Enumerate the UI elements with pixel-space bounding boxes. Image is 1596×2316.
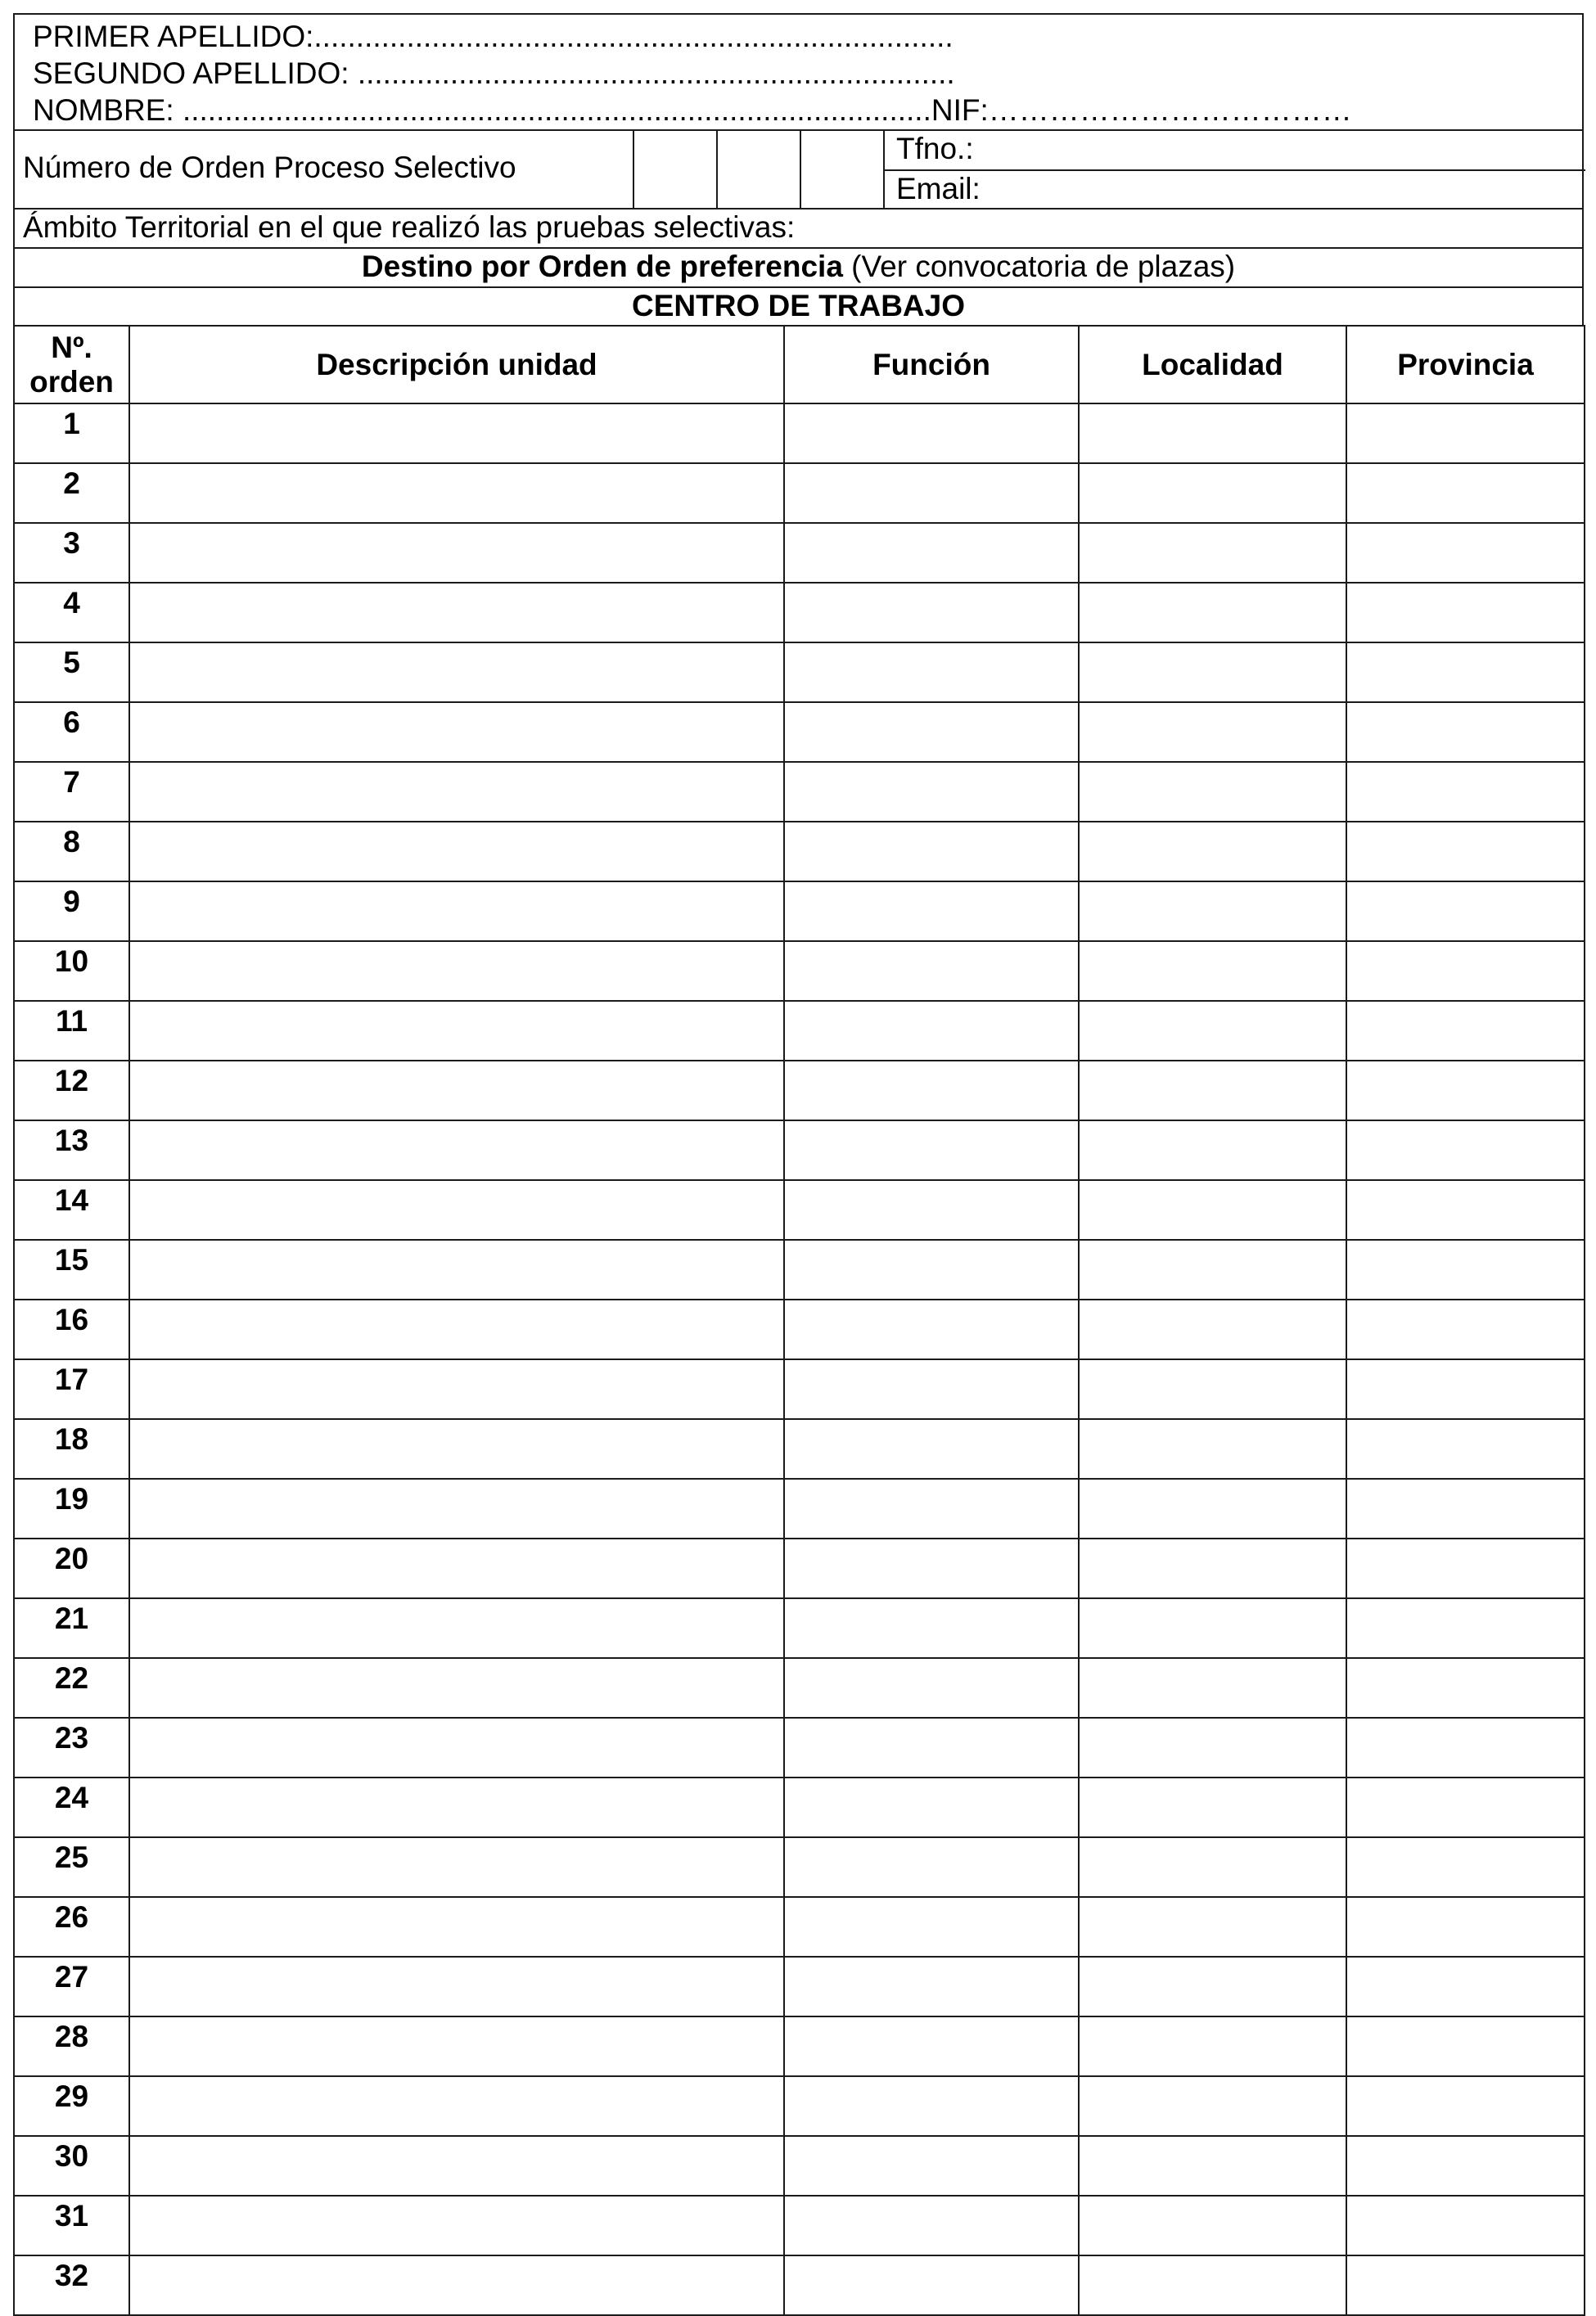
funcion-cell[interactable] bbox=[784, 881, 1079, 941]
funcion-cell[interactable] bbox=[784, 403, 1079, 463]
descripcion-cell[interactable] bbox=[129, 403, 784, 463]
funcion-cell[interactable] bbox=[784, 2016, 1079, 2076]
row-number: 24 bbox=[14, 1778, 129, 1837]
email-label: Email: bbox=[896, 172, 981, 205]
provincia-cell[interactable] bbox=[1346, 642, 1585, 702]
provincia-cell[interactable] bbox=[1346, 2136, 1585, 2196]
descripcion-cell[interactable] bbox=[129, 1120, 784, 1180]
provincia-cell[interactable] bbox=[1346, 1061, 1585, 1120]
row-number: 12 bbox=[14, 1061, 129, 1120]
funcion-cell[interactable] bbox=[784, 1061, 1079, 1120]
descripcion-cell[interactable] bbox=[129, 1300, 784, 1359]
table-row bbox=[14, 822, 1585, 881]
table-row bbox=[14, 941, 1585, 1001]
descripcion-cell[interactable] bbox=[129, 1837, 784, 1897]
application-form bbox=[13, 13, 1584, 2292]
funcion-cell[interactable] bbox=[784, 523, 1079, 583]
descripcion-cell[interactable] bbox=[129, 881, 784, 941]
row-number: 11 bbox=[14, 1001, 129, 1061]
provincia-cell[interactable] bbox=[1346, 1718, 1585, 1778]
localidad-cell[interactable] bbox=[1079, 702, 1346, 762]
ambito-field[interactable] bbox=[13, 208, 1584, 247]
table-row bbox=[14, 1598, 1585, 1658]
provincia-cell[interactable] bbox=[1346, 1180, 1585, 1240]
localidad-cell[interactable] bbox=[1079, 1658, 1346, 1718]
descripcion-cell[interactable] bbox=[129, 762, 784, 822]
row-number: 20 bbox=[14, 1539, 129, 1598]
localidad-cell[interactable] bbox=[1079, 1539, 1346, 1598]
table-row bbox=[14, 1479, 1585, 1539]
funcion-cell[interactable] bbox=[784, 2076, 1079, 2136]
row-number: 31 bbox=[14, 2196, 129, 2255]
destino-title: Destino por Orden de preferencia bbox=[361, 250, 843, 283]
provincia-cell[interactable] bbox=[1346, 1837, 1585, 1897]
localidad-cell[interactable] bbox=[1079, 1001, 1346, 1061]
row-number: 6 bbox=[14, 702, 129, 762]
provincia-cell[interactable] bbox=[1346, 1897, 1585, 1957]
descripcion-cell[interactable] bbox=[129, 941, 784, 1001]
ambito-label: Ámbito Territorial en el que realizó las pruebas selectivas: bbox=[23, 210, 796, 244]
funcion-cell[interactable] bbox=[784, 1419, 1079, 1479]
localidad-cell[interactable] bbox=[1079, 2255, 1346, 2315]
provincia-cell[interactable] bbox=[1346, 941, 1585, 1001]
row-number: 5 bbox=[14, 642, 129, 702]
destino-note: (Ver convocatoria de plazas) bbox=[842, 250, 1236, 283]
funcion-cell[interactable] bbox=[784, 1658, 1079, 1718]
descripcion-cell[interactable] bbox=[129, 1061, 784, 1120]
funcion-cell[interactable] bbox=[784, 1180, 1079, 1240]
row-number: 32 bbox=[14, 2255, 129, 2315]
provincia-cell[interactable] bbox=[1346, 1598, 1585, 1658]
row-number: 4 bbox=[14, 583, 129, 642]
orden-digit-box-1[interactable] bbox=[633, 131, 718, 208]
funcion-cell[interactable] bbox=[784, 1897, 1079, 1957]
preferences-table bbox=[13, 325, 1585, 2316]
provincia-cell[interactable] bbox=[1346, 1120, 1585, 1180]
provincia-cell[interactable] bbox=[1346, 1300, 1585, 1359]
descripcion-cell[interactable] bbox=[129, 1479, 784, 1539]
localidad-cell[interactable] bbox=[1079, 1957, 1346, 2016]
localidad-cell[interactable] bbox=[1079, 2136, 1346, 2196]
localidad-cell[interactable] bbox=[1079, 1240, 1346, 1300]
row-number: 26 bbox=[14, 1897, 129, 1957]
localidad-cell[interactable] bbox=[1079, 1180, 1346, 1240]
provincia-cell[interactable] bbox=[1346, 1359, 1585, 1419]
row-number: 14 bbox=[14, 1180, 129, 1240]
table-row bbox=[14, 1778, 1585, 1837]
orden-digit-box-2[interactable] bbox=[716, 131, 801, 208]
funcion-cell[interactable] bbox=[784, 1001, 1079, 1061]
funcion-cell[interactable] bbox=[784, 1957, 1079, 2016]
descripcion-cell[interactable] bbox=[129, 463, 784, 523]
table-row bbox=[14, 2196, 1585, 2255]
provincia-cell[interactable] bbox=[1346, 1001, 1585, 1061]
provincia-cell[interactable] bbox=[1346, 1658, 1585, 1718]
table-row bbox=[14, 1001, 1585, 1061]
table-row bbox=[14, 1120, 1585, 1180]
column-header-funcion: Función bbox=[784, 326, 1079, 403]
descripcion-cell[interactable] bbox=[129, 702, 784, 762]
descripcion-cell[interactable] bbox=[129, 642, 784, 702]
table-row bbox=[14, 1300, 1585, 1359]
table-row bbox=[14, 583, 1585, 642]
identity-section bbox=[13, 13, 1584, 129]
funcion-cell[interactable] bbox=[784, 1359, 1079, 1419]
provincia-cell[interactable] bbox=[1346, 822, 1585, 881]
row-number: 16 bbox=[14, 1300, 129, 1359]
row-number: 30 bbox=[14, 2136, 129, 2196]
row-number: 1 bbox=[14, 403, 129, 463]
funcion-cell[interactable] bbox=[784, 583, 1079, 642]
table-row bbox=[14, 1897, 1585, 1957]
descripcion-cell[interactable] bbox=[129, 1957, 784, 2016]
localidad-cell[interactable] bbox=[1079, 1479, 1346, 1539]
row-number: 17 bbox=[14, 1359, 129, 1419]
provincia-cell[interactable] bbox=[1346, 1240, 1585, 1300]
localidad-cell[interactable] bbox=[1079, 2196, 1346, 2255]
provincia-cell[interactable] bbox=[1346, 2076, 1585, 2136]
descripcion-cell[interactable] bbox=[129, 583, 784, 642]
tfno-field[interactable] bbox=[885, 131, 1585, 169]
localidad-cell[interactable] bbox=[1079, 1300, 1346, 1359]
num-header-line1: Nº. bbox=[51, 330, 92, 364]
localidad-cell[interactable] bbox=[1079, 2016, 1346, 2076]
orden-section bbox=[13, 129, 1584, 208]
localidad-cell[interactable] bbox=[1079, 1120, 1346, 1180]
row-number: 18 bbox=[14, 1419, 129, 1479]
descripcion-cell[interactable] bbox=[129, 1539, 784, 1598]
provincia-cell[interactable] bbox=[1346, 702, 1585, 762]
provincia-cell[interactable] bbox=[1346, 1778, 1585, 1837]
table-row bbox=[14, 881, 1585, 941]
row-number: 29 bbox=[14, 2076, 129, 2136]
orden-label: Número de Orden Proceso Selectivo bbox=[23, 151, 516, 184]
tfno-label: Tfno.: bbox=[896, 132, 974, 165]
table-row bbox=[14, 1180, 1585, 1240]
provincia-cell[interactable] bbox=[1346, 583, 1585, 642]
table-row bbox=[14, 463, 1585, 523]
localidad-cell[interactable] bbox=[1079, 1837, 1346, 1897]
funcion-cell[interactable] bbox=[784, 1120, 1079, 1180]
provincia-cell[interactable] bbox=[1346, 2255, 1585, 2315]
localidad-cell[interactable] bbox=[1079, 1061, 1346, 1120]
localidad-cell[interactable] bbox=[1079, 403, 1346, 463]
table-row bbox=[14, 2016, 1585, 2076]
descripcion-cell[interactable] bbox=[129, 822, 784, 881]
row-number: 13 bbox=[14, 1120, 129, 1180]
row-number: 28 bbox=[14, 2016, 129, 2076]
funcion-cell[interactable] bbox=[784, 1539, 1079, 1598]
provincia-cell[interactable] bbox=[1346, 881, 1585, 941]
localidad-cell[interactable] bbox=[1079, 1419, 1346, 1479]
descripcion-cell[interactable] bbox=[129, 1180, 784, 1240]
descripcion-cell[interactable] bbox=[129, 523, 784, 583]
funcion-cell[interactable] bbox=[784, 1718, 1079, 1778]
localidad-cell[interactable] bbox=[1079, 1897, 1346, 1957]
localidad-cell[interactable] bbox=[1079, 1778, 1346, 1837]
table-row bbox=[14, 1957, 1585, 2016]
descripcion-cell[interactable] bbox=[129, 2196, 784, 2255]
localidad-cell[interactable] bbox=[1079, 523, 1346, 583]
descripcion-cell[interactable] bbox=[129, 1897, 784, 1957]
row-number: 8 bbox=[14, 822, 129, 881]
provincia-cell[interactable] bbox=[1346, 403, 1585, 463]
table-row bbox=[14, 523, 1585, 583]
row-number: 3 bbox=[14, 523, 129, 583]
table-header-row bbox=[14, 326, 1585, 403]
funcion-cell[interactable] bbox=[784, 2196, 1079, 2255]
orden-digit-box-3[interactable] bbox=[800, 131, 885, 208]
localidad-cell[interactable] bbox=[1079, 642, 1346, 702]
provincia-cell[interactable] bbox=[1346, 1479, 1585, 1539]
descripcion-cell[interactable] bbox=[129, 2016, 784, 2076]
row-number: 25 bbox=[14, 1837, 129, 1897]
table-row bbox=[14, 702, 1585, 762]
table-row bbox=[14, 1419, 1585, 1479]
provincia-cell[interactable] bbox=[1346, 762, 1585, 822]
provincia-cell[interactable] bbox=[1346, 1419, 1585, 1479]
descripcion-cell[interactable] bbox=[129, 2076, 784, 2136]
funcion-cell[interactable] bbox=[784, 1300, 1079, 1359]
table-row bbox=[14, 642, 1585, 702]
provincia-cell[interactable] bbox=[1346, 1957, 1585, 2016]
column-header-localidad: Localidad bbox=[1079, 326, 1346, 403]
localidad-cell[interactable] bbox=[1079, 2076, 1346, 2136]
localidad-cell[interactable] bbox=[1079, 1598, 1346, 1658]
descripcion-cell[interactable] bbox=[129, 2255, 784, 2315]
row-number: 15 bbox=[14, 1240, 129, 1300]
num-header-line2: orden bbox=[29, 364, 114, 399]
column-header-num bbox=[14, 326, 129, 403]
table-row bbox=[14, 1240, 1585, 1300]
descripcion-cell[interactable] bbox=[129, 1658, 784, 1718]
descripcion-cell[interactable] bbox=[129, 1419, 784, 1479]
descripcion-cell[interactable] bbox=[129, 2136, 784, 2196]
destino-heading bbox=[13, 247, 1584, 286]
provincia-cell[interactable] bbox=[1346, 463, 1585, 523]
provincia-cell[interactable] bbox=[1346, 523, 1585, 583]
row-number: 22 bbox=[14, 1658, 129, 1718]
table-row bbox=[14, 403, 1585, 463]
table-row bbox=[14, 2136, 1585, 2196]
funcion-cell[interactable] bbox=[784, 762, 1079, 822]
row-number: 7 bbox=[14, 762, 129, 822]
funcion-cell[interactable] bbox=[784, 642, 1079, 702]
provincia-cell[interactable] bbox=[1346, 2016, 1585, 2076]
localidad-cell[interactable] bbox=[1079, 762, 1346, 822]
descripcion-cell[interactable] bbox=[129, 1718, 784, 1778]
table-row bbox=[14, 1061, 1585, 1120]
row-number: 21 bbox=[14, 1598, 129, 1658]
table-row bbox=[14, 1658, 1585, 1718]
descripcion-cell[interactable] bbox=[129, 1240, 784, 1300]
table-row bbox=[14, 2076, 1585, 2136]
table-row bbox=[14, 1359, 1585, 1419]
descripcion-cell[interactable] bbox=[129, 1359, 784, 1419]
table-row bbox=[14, 1539, 1585, 1598]
funcion-cell[interactable] bbox=[784, 1598, 1079, 1658]
localidad-cell[interactable] bbox=[1079, 1718, 1346, 1778]
column-header-descripcion: Descripción unidad bbox=[129, 326, 784, 403]
funcion-cell[interactable] bbox=[784, 941, 1079, 1001]
primer-apellido-field[interactable]: PRIMER APELLIDO:............................................................................ bbox=[33, 20, 954, 53]
row-number: 19 bbox=[14, 1479, 129, 1539]
funcion-cell[interactable] bbox=[784, 1837, 1079, 1897]
row-number: 27 bbox=[14, 1957, 129, 2016]
funcion-cell[interactable] bbox=[784, 2136, 1079, 2196]
funcion-cell[interactable] bbox=[784, 822, 1079, 881]
funcion-cell[interactable] bbox=[784, 702, 1079, 762]
nombre-nif-field[interactable]: NOMBRE: .........................................................................................NIF:……………………………… bbox=[33, 93, 1352, 127]
centro-title: CENTRO DE TRABAJO bbox=[631, 289, 966, 322]
localidad-cell[interactable] bbox=[1079, 941, 1346, 1001]
localidad-cell[interactable] bbox=[1079, 583, 1346, 642]
row-number: 2 bbox=[14, 463, 129, 523]
segundo-apellido-field[interactable]: SEGUNDO APELLIDO: ....................................................................... bbox=[33, 56, 955, 90]
localidad-cell[interactable] bbox=[1079, 1359, 1346, 1419]
table-row bbox=[14, 2255, 1585, 2315]
funcion-cell[interactable] bbox=[784, 2255, 1079, 2315]
table-row bbox=[14, 762, 1585, 822]
row-number: 10 bbox=[14, 941, 129, 1001]
localidad-cell[interactable] bbox=[1079, 822, 1346, 881]
funcion-cell[interactable] bbox=[784, 463, 1079, 523]
email-field[interactable] bbox=[885, 169, 1585, 208]
funcion-cell[interactable] bbox=[784, 1240, 1079, 1300]
contact-cell bbox=[883, 131, 1585, 208]
row-number: 9 bbox=[14, 881, 129, 941]
table-row bbox=[14, 1837, 1585, 1897]
descripcion-cell[interactable] bbox=[129, 1598, 784, 1658]
descripcion-cell[interactable] bbox=[129, 1778, 784, 1837]
funcion-cell[interactable] bbox=[784, 1778, 1079, 1837]
funcion-cell[interactable] bbox=[784, 1479, 1079, 1539]
localidad-cell[interactable] bbox=[1079, 463, 1346, 523]
descripcion-cell[interactable] bbox=[129, 1001, 784, 1061]
row-number: 23 bbox=[14, 1718, 129, 1778]
localidad-cell[interactable] bbox=[1079, 881, 1346, 941]
provincia-cell[interactable] bbox=[1346, 2196, 1585, 2255]
column-header-provincia: Provincia bbox=[1346, 326, 1585, 403]
provincia-cell[interactable] bbox=[1346, 1539, 1585, 1598]
table-body bbox=[14, 403, 1585, 2315]
centro-heading bbox=[13, 286, 1584, 325]
table-row bbox=[14, 1718, 1585, 1778]
